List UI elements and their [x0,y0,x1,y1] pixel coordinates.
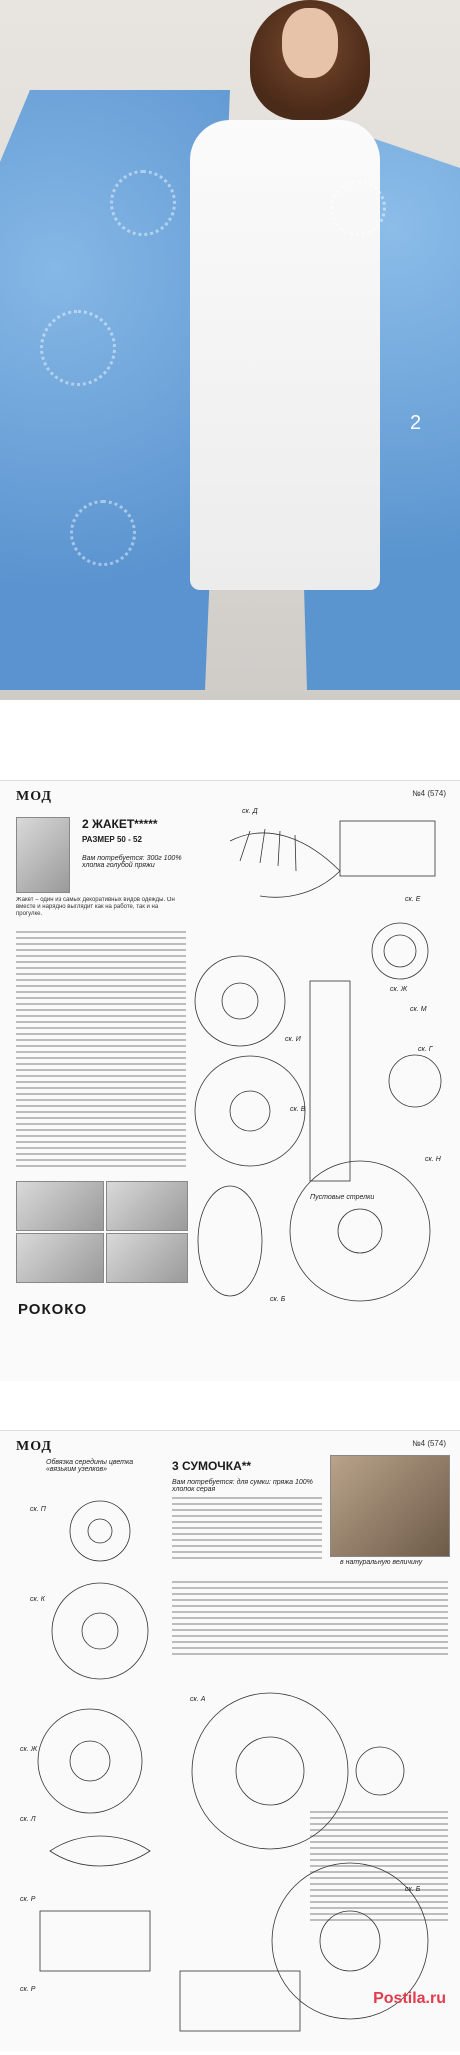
label-i: ск. И [285,1036,301,1043]
model-photo [0,0,460,700]
label-e: ск. Е [405,896,421,903]
technique-photo [106,1233,188,1283]
petal-chart [198,1186,262,1296]
flower-chart-b [195,1056,305,1166]
center-caption: Обвязка середины цветка «вязьким узелков» [46,1459,134,1473]
label-r2: ск. Р [20,1986,36,1993]
page-number: 2 [410,412,422,434]
label-k: ск. К [30,1596,45,1603]
motif-l [50,1836,150,1866]
spiral-chart [372,923,428,979]
lace-flower [70,500,136,566]
technique-photo [16,1233,104,1283]
label-p: ск. П [30,1506,46,1513]
side-caption: в натуральную величину [340,1559,423,1566]
pattern-page-bag [0,1430,460,2051]
lace-flower [40,310,116,386]
lace-flower [330,180,386,236]
pattern-title: 3 СУМОЧКА** [172,1459,252,1473]
label-d: ск. Д [242,808,258,815]
label-v: ск. В [290,1106,306,1113]
motif-zh [38,1709,142,1813]
size-label: РАЗМЕР 50 - 52 [82,835,142,844]
jacket-thumbnail [16,817,70,893]
small-motif-chart [389,1055,441,1107]
issue-number: №4 (574) [412,1439,446,1448]
watermark: Postila.ru [373,1990,446,2007]
label-a: ск. А [190,1696,206,1703]
technique-photo [16,1181,104,1231]
pattern-page-jacket [0,780,460,1381]
brand-label: РОКОКО [18,1301,88,1318]
lace-flower [110,170,176,236]
label-m: ск. М [410,1006,427,1013]
issue-number: №4 (574) [412,789,446,798]
motif-k [52,1583,148,1679]
stem-chart [310,981,350,1181]
label-l: ск. Л [20,1816,36,1823]
motif-p [70,1501,130,1561]
crochet-charts [10,1471,450,2041]
chart-caption: Пустовые стрелки [310,1194,375,1201]
label-zh: ск. Ж [20,1746,38,1753]
yarn-caption: Вам потребуется: 300г 100% хлопка голубой пряжи [82,855,182,869]
model-face [282,8,338,78]
label-zh: ск. Ж [390,986,408,993]
pattern-title: 2 ЖАКЕТ***** [82,817,158,831]
label-b: ск. Б [270,1296,286,1303]
technique-photo [106,1181,188,1231]
flower-chart-c [290,1161,430,1301]
instructions-text [16,931,186,1171]
crochet-charts [190,801,450,1371]
motif-r-grid [40,1911,150,1971]
cord-chart [340,821,435,876]
label-g: ск. Г [418,1046,433,1053]
motif-small [356,1747,404,1795]
intro-text: Жакет – один из самых декоративных видов одежды. Он вместе и нарядно выглядит как на работе, так и на прогулке. [16,897,175,917]
label-r: ск. Р [20,1896,36,1903]
label-b: ск. Б [405,1886,421,1893]
flower-chart-a [195,956,285,1046]
magazine-logo: MОД [16,1439,53,1454]
label-n: ск. Н [425,1156,441,1163]
yarn-caption: Вам потребуется: для сумки: пряжа 100% хлопок серая [172,1479,313,1493]
magazine-logo: MОД [16,789,53,804]
leaf-stitches [240,829,296,871]
motif-a [192,1693,348,1849]
